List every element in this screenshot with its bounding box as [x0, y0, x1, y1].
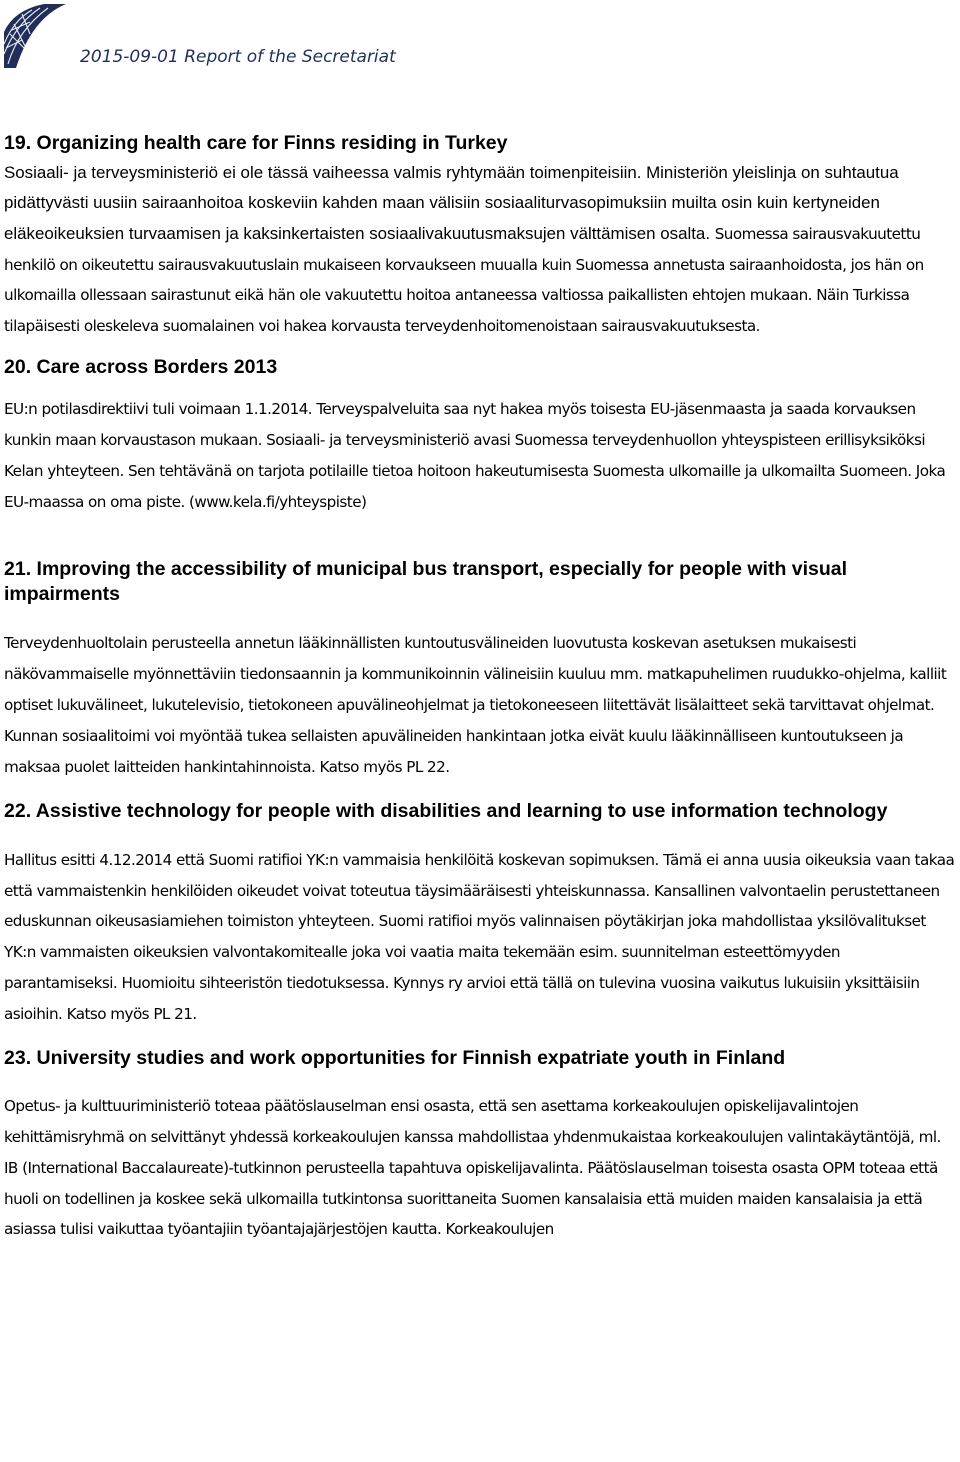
section-22: [4, 799, 957, 1029]
section-body-text: Suomessa sairausvakuutettu henkilö on oikeutettu sairausvakuutuslain mukaiseen korvaukseen muualla kuin Suomessa annetusta sairaanhoidosta, jos hän on ulkomailla ollessaan sairastunut eikä hän ole vakuutettu hoitoa antaneessa valtiossa paikallisten ehtojen mukaan. Näin Turkissa tilapäisesti oleskeleva suomalainen voi hakea korvausta terveydenhoitomenoistaan sairausvakuutuksesta.: [4, 224, 924, 336]
section-title: 21. Improving the accessibility of municipal bus transport, especially for people with visual impairments: [4, 558, 848, 605]
section-20: [4, 355, 957, 518]
section-title: 22. Assistive technology for people with disabilities and learning to use information technology: [4, 800, 888, 823]
section-21: [4, 557, 957, 782]
section-title: 23. University studies and work opportunities for Finnish expatriate youth in Finland: [4, 1046, 786, 1069]
section-23: [4, 1046, 957, 1245]
section-paragraph: EU:n potilasdirektiivi tuli voimaan 1.1.2014. Terveyspalveluita saa nyt hakea myös toisesta EU-jäsenmaasta ja saada korvauksen kunkin maan korvaustason mukaan. Sosiaali- ja terveysministeriö avasi Suomessa terveydenhuollon yhteyspisteen erillisyksiköksi Kelan yhteyteen. Sen tehtävänä on tarjota potilaille tietoa hoitoon hakeutumisesta Suomesta ulkomaille ja ulkomailta Suomeen. Joka EU-maassa on oma piste. (www.kela.fi/yhteyspiste): [4, 400, 946, 511]
triangle-logo-icon: [4, 4, 68, 68]
section-paragraph: Opetus- ja kulttuuriministeriö toteaa päätöslauselman ensi osasta, että sen asettama korkeakoulujen opiskelijavalintojen kehittämisryhmä on selvittänyt yhdessä korkeakoulujen kanssa mahdollistaa yhdenmukaistaa korkeakoulujen valintakäytäntöjä, ml. IB (International Baccalaureate)-tutkinnon perusteella tapahtuva opiskelijavalinta. Päätöslauselman toisesta osasta OPM toteaa että huoli on todellinen ja koskee sekä ulkomailla tutkintonsa suorittaneita Suomen kansalaisia että muiden maiden kansalaisia ja että asiassa tulisi vaikuttaa työantajiin työantajajärjestöjen kautta. Korkeakoulujen: [4, 1097, 941, 1239]
document-body: [4, 131, 957, 1245]
section-paragraph: [4, 158, 957, 342]
section-title: 19. Organizing health care for Finns residing in Turkey: [4, 132, 508, 154]
section-19: [4, 131, 957, 342]
section-paragraph: Terveydenhuoltolain perusteella annetun lääkinnällisten kuntoutusvälineiden luovutusta koskevan asetuksen mukaisesti näkövammaiselle myönnettäviin tiedonsaannin ja kommunikoinnin välineisiin kuuluu mm. matkapuhelimen ruudukko-ohjelma, kalliit optiset lukuvälineet, lukutelevisio, tietokoneen apuvälineohjelmat ja tietokoneeseen liitettävät lisälaitteet sekä tarvittavat ohjelmat. Kunnan sosiaalitoimi voi myöntää tukea sellaisten apuvälineiden hankintaan jotka eivät kuulu lääkinnälliseen kuntoutukseen ja maksaa puolet laitteiden hankintahinnoista. Katso myös PL 22.: [4, 634, 947, 776]
page-header: [0, 0, 960, 96]
report-header-title: 2015-09-01 Report of the Secretariat: [80, 47, 396, 67]
section-intro-text: Sosiaali- ja terveysministeriö ei ole tässä vaiheessa valmis ryhtymään toimenpiteisiin. Ministeriön yleislinja on suhtautua pidättyvästi uusiin sairaanhoitoa koskeviin kahden maan välisiin sosiaaliturvasopimuksiin muilta osin kuin kertyneiden eläkeoikeuksien turvaamisen ja kaksinkertaisten sosiaalivakuutusmaksujen välttämisen osalta.: [4, 162, 899, 243]
section-title: 20. Care across Borders 2013: [4, 355, 278, 378]
section-paragraph: Hallitus esitti 4.12.2014 että Suomi ratifioi YK:n vammaisia henkilöitä koskevan sopimuksen. Tämä ei anna uusia oikeuksia vaan takaa että vammaistenkin henkilöiden oikeudet voivat toteutua täysimääräisesti yhteiskunnassa. Kansallinen valvontaelin perustettaneen eduskunnan oikeusasiamiehen toimiston yhteyteen. Suomi ratifioi myös valinnaisen pöytäkirjan joka mahdollistaa yksilövalitukset YK:n vammaisten oikeuksien valvontakomitealle joka voi vaatia maita tekemään esim. suunnitelman esteettömyyden parantamiseksi. Huomioitu sihteeristön tiedotuksessa. Kynnys ry arvioi että tällä on tulevina vuosina vaikutus lukuisiin yksittäisiin asioihin. Katso myös PL 21.: [4, 850, 955, 1023]
